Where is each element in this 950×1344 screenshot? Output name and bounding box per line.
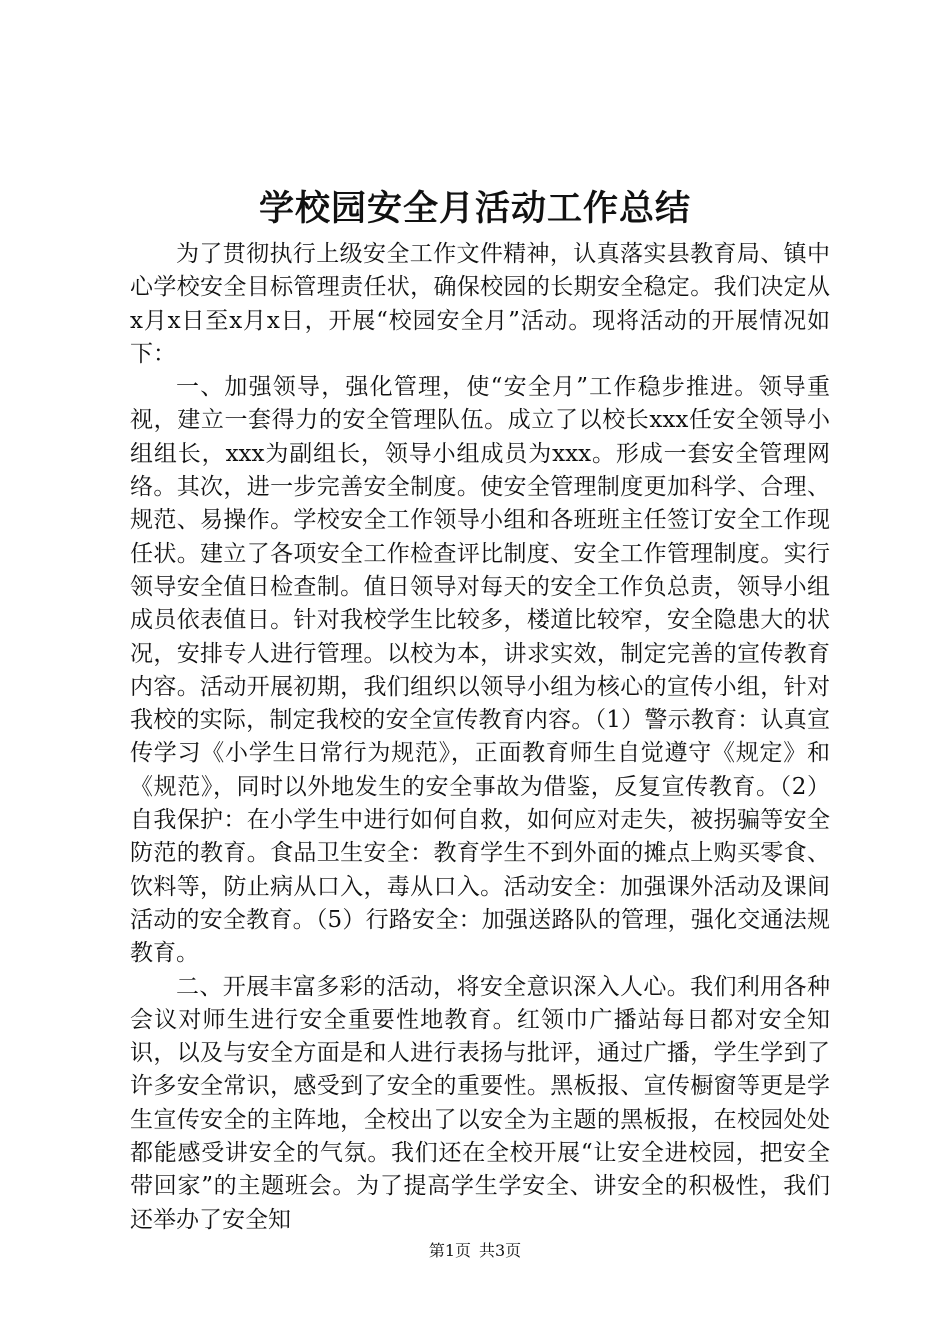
page-footer — [0, 1240, 950, 1262]
paragraph-section-1: 一、加强领导，强化管理，使“安全月”工作稳步推进。领导重视，建立一套得力的安全管理队伍。成立了以校长xxx任安全领导小组组长，xxx为副组长，领导小组成员为xxx。形成一套安全管理网络。其次，进一步完善安全制度。使安全管理制度更加科学、合理、规范、易操作。学校安全工作领导小组和各班班主任签订安全工作现任状。建立了各项安全工作检查评比制度、安全工作管理制度。实行领导安全值日检查制。值日领导对每天的安全工作负总责，领导小组成员依表值日。针对我校学生比较多，楼道比较窄，安全隐患大的状况，安排专人进行管理。以校为本，讲求实效，制定完善的宣传教育内容。活动开展初期，我们组织以领导小组为核心的宣传小组，针对我校的实际，制定我校的安全宣传教育内容。（1）警示教育：认真宣传学习《小学生日常行为规范》，正面教育师生自觉遵守《规定》和《规范》，同时以外地发生的安全事故为借鉴，反复宣传教育。（2）自我保护：在小学生中进行如何自救，如何应对走失，被拐骗等安全防范的教育。食品卫生安全：教育学生不到外面的摊点上购买零食、饮料等，防止病从口入，毒从口入。活动安全：加强课外活动及课间活动的安全教育。（5）行路安全：加强送路队的管理，强化交通法规教育。 — [130, 374, 830, 967]
document-title: 学校园安全月活动工作总结 — [258, 188, 691, 229]
document-body — [130, 238, 830, 1237]
page-total: 共3页 — [479, 1241, 522, 1260]
page-number: 第1页 — [428, 1241, 471, 1260]
paragraph-intro: 为了贯彻执行上级安全工作文件精神，认真落实县教育局、镇中心学校安全目标管理责任状，确保校园的长期安全稳定。我们决定从x月x日至x月x日，开展“校园安全月”活动。现将活动的开展情况如下： — [130, 241, 830, 367]
paragraph-section-2: 二、开展丰富多彩的活动，将安全意识深入人心。我们利用各种会议对师生进行安全重要性地教育。红领巾广播站每日都对安全知识，以及与安全方面是和人进行表扬与批评，通过广播，学生学到了许多安全常识，感受到了安全的重要性。黑板报、宣传橱窗等更是学生宣传安全的主阵地，全校出了以安全为主题的黑板报，在校园处处都能感受讲安全的气氛。我们还在全校开展“让安全进校园，把安全带回家”的主题班会。为了提高学生学安全、讲安全的积极性，我们还举办了安全知 — [130, 973, 830, 1233]
